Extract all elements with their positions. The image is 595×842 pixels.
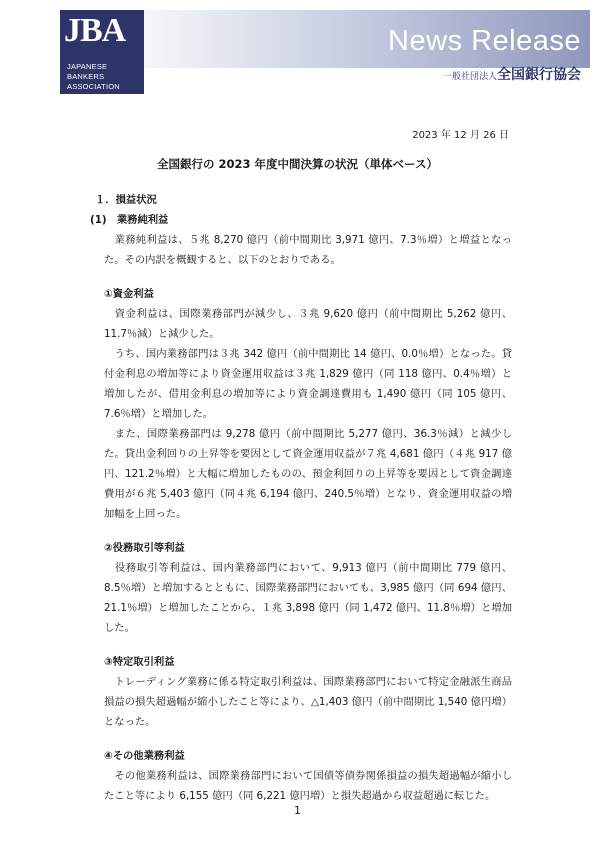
news-release-title: News Release — [388, 25, 581, 57]
logo-line-2: BANKERS — [67, 72, 105, 81]
paragraph: 業務純利益は、５兆 8,270 億円（前中間期比 3,971 億円、7.3％増）と増益となった。その内訳を概観すると、以下のとおりである。 — [104, 234, 512, 266]
item-heading-fees: ②役務取引等利益 — [104, 542, 185, 554]
paragraph: うち、国内業務部門は３兆 342 億円（前中間期比 14 億円、0.0％増）となった。貸付金利息の増加等により資金運用収益は３兆 1,829 億円（同 118 億円、0.4％増）と増加したが、借用金利息の増加等により資金調達費用も 1,490 億円（同 105 億円、7.6％増）と増加した。 — [104, 348, 512, 420]
document-body — [0, 190, 595, 806]
section-heading: １．損益状況 — [95, 194, 157, 206]
paragraph: また、国際業務部門は 9,278 億円（前中間期比 5,277 億円、36.3％減）と減少した。貸出金利回りの上昇等を要因として資金運用収益が７兆 4,681 億円（４兆 917 億円、121.2％増）と大幅に増加したものの、預金利回りの上昇等を要因として資金調達費用が６兆 5,403 億円（同４兆 6,194 億円、240.5％増）となり、資金運用収益の増加幅を上回った。 — [104, 428, 512, 520]
item-heading-trading: ③特定取引利益 — [104, 656, 175, 668]
item-heading-other: ④その他業務利益 — [104, 750, 185, 762]
paragraph: 役務取引等利益は、国内業務部門において、9,913 億円（前中間期比 779 億円、8.5％増）と増加するとともに、国際業務部門においても、3,985 億円（同 694 億円、21.1％増）と増加したことから、１兆 3,898 億円（同 1,472 億円、11.8％増）と増加した。 — [104, 562, 512, 634]
paragraph: 資金利益は、国際業務部門が減少し、３兆 9,620 億円（前中間期比 5,262 億円、11.7％減）と減少した。 — [104, 308, 512, 340]
release-date: 2023 年 12 月 26 日 — [412, 130, 509, 141]
organization-name — [443, 64, 581, 84]
jba-logo — [60, 10, 144, 94]
page-number: 1 — [294, 804, 301, 817]
paragraph: トレーディング業務に係る特定取引利益は、国際業務部門において特定金融派生商品損益の損失超過幅が縮小したこと等により、△1,403 億円（前中間期比 1,540 億円増）となった。 — [104, 676, 512, 728]
org-name: 全国銀行協会 — [497, 67, 581, 83]
document-title: 全国銀行の 2023 年度中間決算の状況（単体ベース） — [157, 157, 438, 171]
paragraph: その他業務利益は、国際業務部門において国債等債券関係損益の損失超過幅が縮小したこと等により 6,155 億円（同 6,221 億円増）と損失超過から収益超過に転じた。 — [104, 770, 512, 802]
logo-line-3: ASSOCIATION — [67, 82, 120, 91]
logo-mark: JBA — [64, 12, 126, 49]
logo-line-1: JAPANESE — [67, 62, 108, 71]
item-heading-interest-income: ①資金利益 — [104, 288, 154, 300]
subsection-heading: (1) 業務純利益 — [90, 214, 169, 226]
org-prefix: 一般社団法人 — [442, 72, 497, 82]
